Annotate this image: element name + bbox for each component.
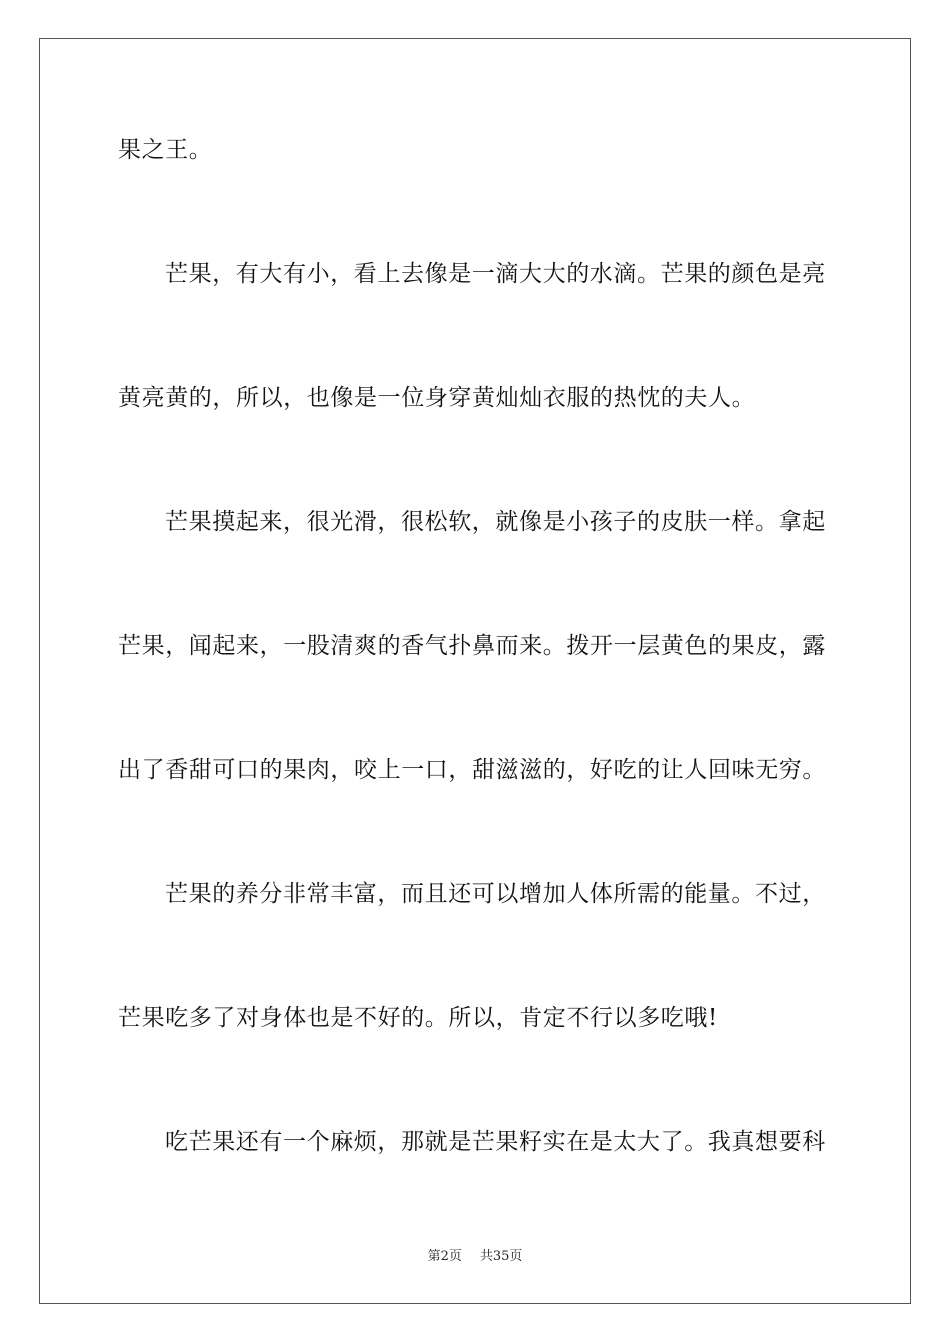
page-border: [39, 38, 911, 1304]
text-line-5: 芒果，闻起来，一股清爽的香气扑鼻而来。拨开一层黄色的果皮，露: [118, 633, 826, 659]
page-number: 第2页: [427, 1249, 462, 1264]
text-line-8: 芒果吃多了对身体也是不好的。所以，肯定不行以多吃哦!: [118, 1005, 718, 1031]
text-line-6: 出了香甜可口的果肉，咬上一口，甜滋滋的，好吃的让人回味无穷。: [118, 757, 826, 783]
text-line-1: 果之王。: [118, 137, 213, 163]
text-line-4: 芒果摸起来，很光滑，很松软，就像是小孩子的皮肤一样。拿起: [165, 509, 826, 535]
page-footer: [0, 1248, 950, 1266]
text-line-2: 芒果，有大有小，看上去像是一滴大大的水滴。芒果的颜色是亮: [165, 261, 826, 287]
text-line-3: 黄亮黄的，所以，也像是一位身穿黄灿灿衣服的热忱的夫人。: [118, 385, 756, 411]
text-line-9: 吃芒果还有一个麻烦，那就是芒果籽实在是太大了。我真想要科: [165, 1129, 826, 1155]
page-total: 共35页: [479, 1249, 523, 1264]
text-line-7: 芒果的养分非常丰富，而且还可以增加人体所需的能量。不过，: [165, 881, 826, 907]
